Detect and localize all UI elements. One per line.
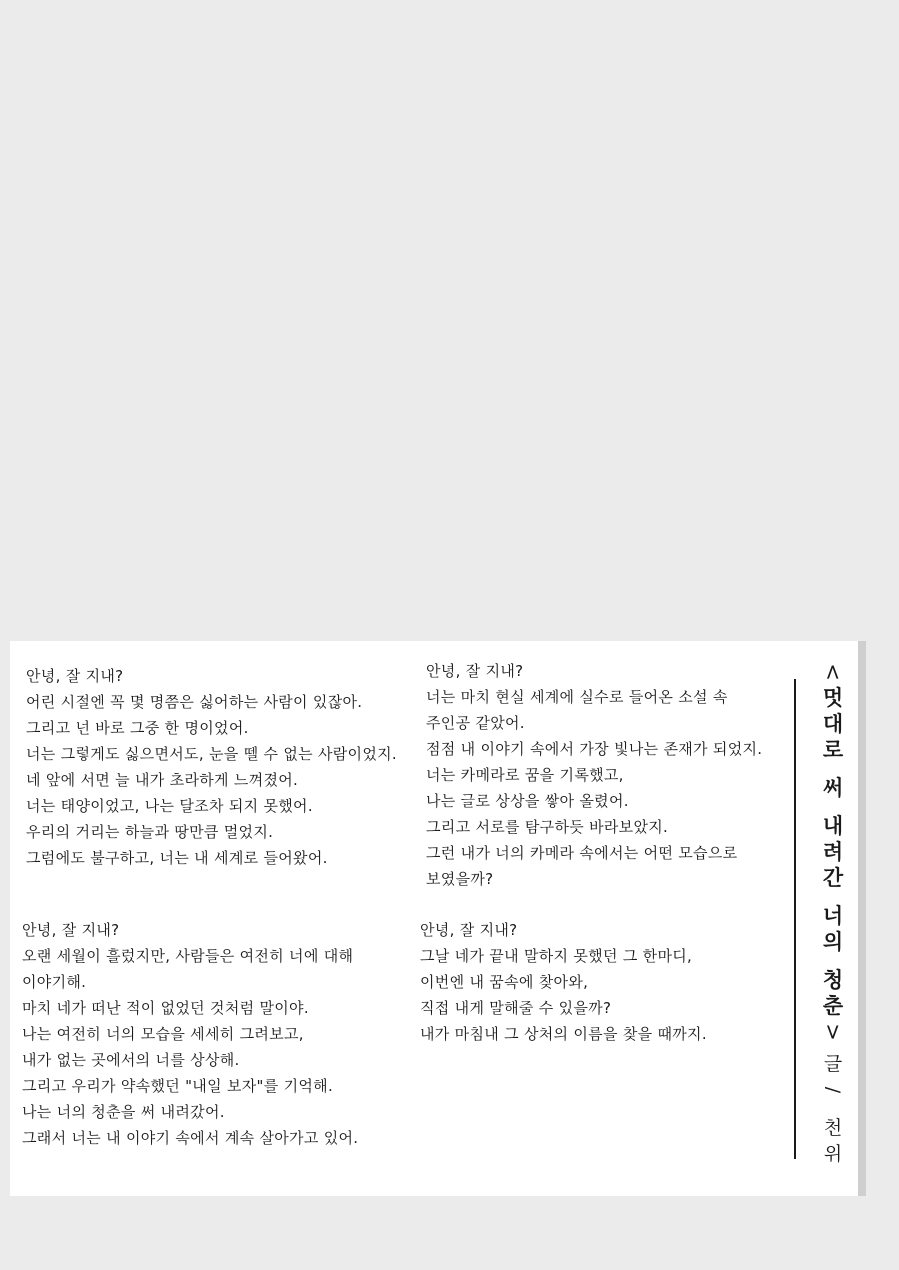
stanza-top-left (26, 663, 397, 871)
poem-line: 주인공 같았어. (426, 714, 525, 732)
stanza-bottom-left (22, 917, 358, 1151)
title-text: < 멋 대 로 써 내 려 간 너 의 청 춘 > (821, 663, 845, 1041)
poem-line: 점점 내 이야기 속에서 가장 빛나는 존재가 되었지. (426, 740, 763, 758)
poem-line: 이번엔 내 꿈속에 찾아와, (420, 973, 589, 991)
poem-line: 네 앞에 서면 늘 내가 초라하게 느껴졌어. (26, 771, 299, 789)
poem-line: 안녕, 잘 지내? (426, 662, 524, 680)
poem-line: 너는 카메라로 꿈을 기록했고, (426, 766, 624, 784)
card-shadow (858, 641, 866, 1196)
poem-line: 그래서 너는 내 이야기 속에서 계속 살아가고 있어. (22, 1129, 359, 1147)
stanza-bottom-right (420, 917, 707, 1047)
poem-line: 너는 마치 현실 세계에 실수로 들어온 소설 속 (426, 688, 728, 706)
poem-line: 그런 내가 너의 카메라 속에서는 어떤 모습으로 (426, 844, 738, 862)
vertical-divider (794, 679, 796, 1159)
poem-line: 나는 글로 상상을 쌓아 올렸어. (426, 792, 629, 810)
author-text: 글 / 천 위 (822, 1053, 844, 1165)
poem-line: 그리고 서로를 탐구하듯 바라보았지. (426, 818, 669, 836)
poem-line: 우리의 거리는 하늘과 땅만큼 멀었지. (26, 823, 274, 841)
poem-line: 그리고 넌 바로 그중 한 명이었어. (26, 719, 249, 737)
poem-line: 보였을까? (426, 870, 494, 888)
stanza-top-right (426, 658, 762, 892)
poem-line: 어린 시절엔 꼭 몇 명쯤은 싫어하는 사람이 있잖아. (26, 693, 363, 711)
poem-line: 내가 마침내 그 상처의 이름을 찾을 때까지. (420, 1025, 707, 1043)
poem-line: 안녕, 잘 지내? (26, 667, 124, 685)
poem-line: 나는 여전히 너의 모습을 세세히 그려보고, (22, 1025, 304, 1043)
poem-line: 직접 내게 말해줄 수 있을까? (420, 999, 612, 1017)
poem-line: 너는 그렇게도 싫으면서도, 눈을 뗄 수 없는 사람이었지. (26, 745, 397, 763)
poem-line: 안녕, 잘 지내? (420, 921, 518, 939)
poem-card (10, 641, 858, 1196)
poem-line: 마치 네가 떠난 적이 없었던 것처럼 말이야. (22, 999, 309, 1017)
poem-line: 오랜 세월이 흘렀지만, 사람들은 여전히 너에 대해 (22, 947, 354, 965)
poem-line: 그럼에도 불구하고, 너는 내 세계로 들어왔어. (26, 849, 328, 867)
vertical-title (818, 659, 848, 1167)
poem-line: 내가 없는 곳에서의 너를 상상해. (22, 1051, 240, 1069)
poem-line: 그날 네가 끝내 말하지 못했던 그 한마디, (420, 947, 693, 965)
poem-line: 나는 너의 청춘을 써 내려갔어. (22, 1103, 225, 1121)
poem-line: 그리고 우리가 약속했던 "내일 보자"를 기억해. (22, 1077, 334, 1095)
poem-line: 이야기해. (22, 973, 87, 991)
poem-line: 너는 태양이었고, 나는 달조차 되지 못했어. (26, 797, 313, 815)
poem-line: 안녕, 잘 지내? (22, 921, 120, 939)
